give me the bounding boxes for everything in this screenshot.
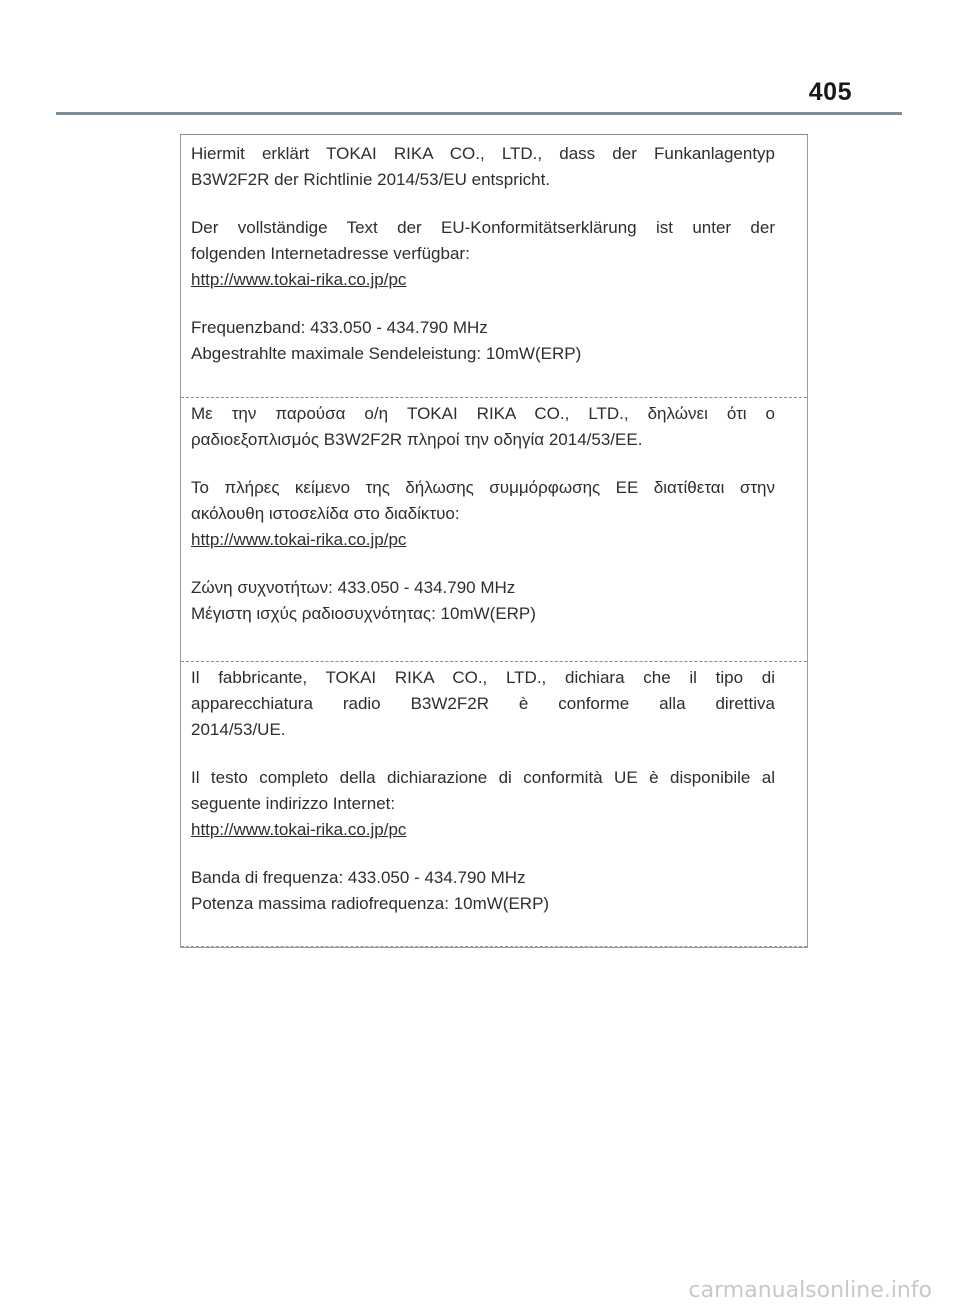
section-divider bbox=[181, 397, 807, 398]
german-power: Abgestrahlte maximale Sendeleistung: 10mW(ERP) bbox=[191, 344, 582, 363]
german-line-1: Hiermit erklärt TOKAI RIKA CO., LTD., dass der Funkanlagentyp bbox=[191, 144, 775, 163]
german-frequency: Frequenzband: 433.050 - 434.790 MHz bbox=[191, 318, 488, 337]
site-watermark: carmanualsonline.info bbox=[688, 1278, 932, 1303]
page-number: 405 bbox=[808, 78, 852, 106]
italian-line-5: seguente indirizzo Internet: bbox=[191, 794, 396, 813]
italian-line-4: Il testo completo della dichiarazione di conformità UE è disponibile al bbox=[191, 768, 775, 787]
german-section bbox=[181, 141, 807, 367]
italian-url-link[interactable]: http://www.tokai-rika.co.jp/pc bbox=[191, 820, 407, 839]
italian-section bbox=[181, 665, 807, 917]
italian-line-3: 2014/53/UE. bbox=[191, 720, 286, 739]
german-line-4: folgenden Internetadresse verfügbar: bbox=[191, 244, 470, 263]
greek-frequency: Ζώνη συχνοτήτων: 433.050 - 434.790 MHz bbox=[191, 578, 516, 597]
german-line-3: Der vollständige Text der EU-Konformitätserklärung ist unter der bbox=[191, 218, 775, 237]
box-bottom-rule bbox=[181, 946, 807, 947]
italian-power: Potenza massima radiofrequenza: 10mW(ERP) bbox=[191, 894, 550, 913]
greek-section bbox=[181, 401, 807, 627]
greek-line-1: Με την παρούσα ο/η TOKAI RIKA CO., LTD., δηλώνει ότι ο bbox=[191, 404, 775, 423]
italian-line-1: Il fabbricante, TOKAI RIKA CO., LTD., dichiara che il tipo di bbox=[191, 668, 775, 687]
greek-power: Μέγιστη ισχύς ραδιοσυχνότητας: 10mW(ERP) bbox=[191, 604, 536, 623]
german-url-link[interactable]: http://www.tokai-rika.co.jp/pc bbox=[191, 270, 407, 289]
greek-line-4: ακόλουθη ιστοσελίδα στο διαδίκτυο: bbox=[191, 504, 460, 523]
italian-frequency: Banda di frequenza: 433.050 - 434.790 MHz bbox=[191, 868, 526, 887]
german-line-2: B3W2F2R der Richtlinie 2014/53/EU entspricht. bbox=[191, 170, 551, 189]
declaration-box bbox=[180, 134, 808, 948]
greek-line-3: Το πλήρες κείμενο της δήλωσης συμμόρφωσης ΕΕ διατίθεται στην bbox=[191, 478, 775, 497]
header-rule bbox=[56, 112, 902, 115]
section-divider bbox=[181, 661, 807, 662]
greek-line-2: ραδιοεξοπλισμός B3W2F2R πληροί την οδηγία 2014/53/ΕΕ. bbox=[191, 430, 643, 449]
greek-url-link[interactable]: http://www.tokai-rika.co.jp/pc bbox=[191, 530, 407, 549]
italian-line-2: apparecchiatura radio B3W2F2R è conforme alla direttiva bbox=[191, 694, 775, 713]
